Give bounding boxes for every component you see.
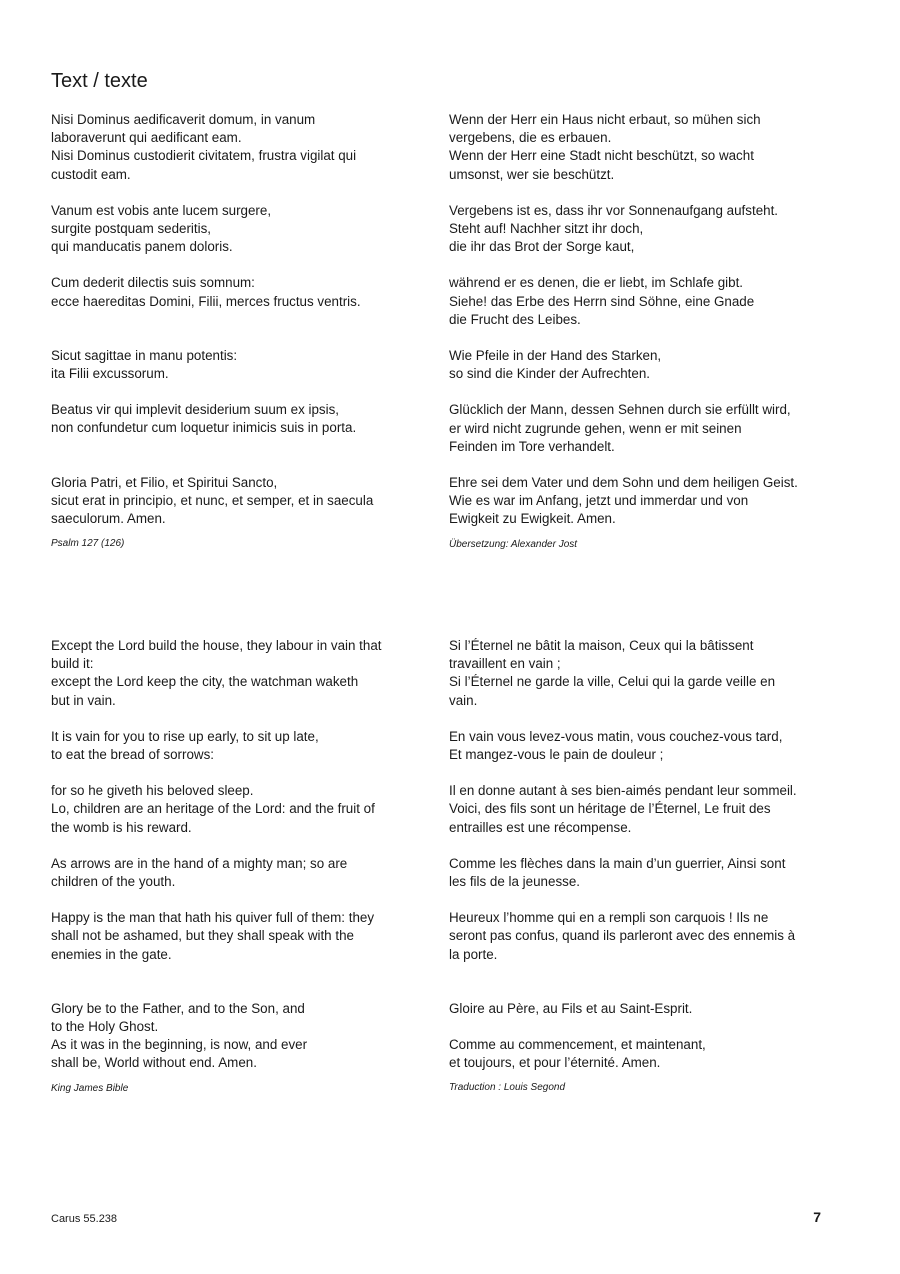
verse-line: for so he giveth his beloved sleep. [51, 783, 254, 799]
verse-paragraph [449, 1000, 829, 1018]
verse-line: laboraverunt qui aedificant eam. [51, 130, 242, 146]
page-title: Text / texte [51, 70, 148, 92]
verse-line: Glory be to the Father, and to the Son, and [51, 1000, 305, 1016]
verse-line: Siehe! das Erbe des Herrn sind Söhne, eine Gnade [449, 293, 755, 309]
verse-paragraph [449, 111, 829, 184]
verse-line: la porte. [449, 946, 498, 962]
source-credit: Traduction : Louis Segond [449, 1082, 566, 1094]
verse-line: et toujours, et pour l’éternité. Amen. [449, 1055, 661, 1071]
french-text-column [449, 637, 829, 1095]
verse-line: entrailles est une récompense. [449, 819, 632, 835]
verse-line: vain. [449, 692, 478, 708]
verse-line: so sind die Kinder der Aufrechten. [449, 366, 650, 382]
verse-paragraph [51, 637, 431, 710]
verse-paragraph [51, 274, 431, 310]
verse-paragraph [449, 401, 829, 456]
verse-line: Wenn der Herr ein Haus nicht erbaut, so mühen sich [449, 112, 761, 127]
verse-line: non confundetur cum loquetur inimicis suis in porta. [51, 420, 357, 436]
verse-line: Happy is the man that hath his quiver full of them: they [51, 910, 375, 926]
verse-paragraph [449, 202, 829, 257]
verse-paragraph [51, 111, 431, 184]
source-credit: King James Bible [51, 1082, 129, 1094]
verse-line: travaillent en vain ; [449, 656, 561, 672]
verse-line: shall be, World without end. Amen. [51, 1055, 257, 1071]
verse-paragraph [449, 347, 829, 383]
verse-paragraph [51, 401, 431, 437]
verse-line: shall not be ashamed, but they shall speak with the [51, 928, 354, 944]
verse-paragraph [51, 347, 431, 383]
verse-line: seront pas confus, quand ils parleront avec des ennemis à [449, 928, 796, 944]
verse-paragraph [449, 909, 829, 964]
verse-paragraph [51, 909, 431, 964]
verse-line: er wird nicht zugrunde gehen, wenn er mit seinen [449, 420, 742, 436]
verse-line: saeculorum. Amen. [51, 511, 166, 527]
verse-paragraph [449, 1036, 829, 1072]
verse-line: to the Holy Ghost. [51, 1019, 159, 1035]
catalog-number: Carus 55.238 [51, 1213, 118, 1225]
verse-line: to eat the bread of sorrows: [51, 747, 215, 763]
verse-paragraph [51, 782, 431, 837]
verse-line: Feinden im Tore verhandelt. [449, 438, 615, 454]
verse-paragraph [51, 855, 431, 891]
verse-paragraph [449, 274, 829, 329]
verse-line: enemies in the gate. [51, 946, 172, 962]
verse-paragraph [51, 1000, 431, 1073]
verse-line: Nisi Dominus aedificaverit domum, in vanum [51, 112, 316, 127]
latin-text-column [51, 111, 431, 551]
verse-line: custodit eam. [51, 166, 131, 182]
verse-line: Comme les flèches dans la main d’un guerrier, Ainsi sont [449, 855, 786, 871]
english-text-column [51, 637, 431, 1096]
verse-line: Lo, children are an heritage of the Lord: and the fruit of [51, 801, 375, 817]
verse-line: ecce haereditas Domini, Filii, merces fructus ventris. [51, 293, 361, 309]
verse-line: sicut erat in principio, et nunc, et semper, et in saecula [51, 492, 374, 508]
verse-line: Et mangez-vous le pain de douleur ; [449, 747, 664, 763]
verse-line: Il en donne autant à ses bien-aimés pendant leur sommeil. [449, 783, 797, 799]
verse-line: It is vain for you to rise up early, to sit up late, [51, 728, 319, 744]
verse-line: Except the Lord build the house, they labour in vain that [51, 638, 382, 653]
verse-line: Wenn der Herr eine Stadt nicht beschützt, so wacht [449, 148, 754, 164]
verse-line: Comme au commencement, et maintenant, [449, 1037, 706, 1053]
verse-line: children of the youth. [51, 874, 176, 890]
verse-paragraph [449, 637, 829, 710]
verse-line: ita Filii excussorum. [51, 366, 169, 382]
verse-paragraph [51, 202, 431, 257]
verse-line: die ihr das Brot der Sorge kaut, [449, 239, 635, 255]
verse-line: Gloria Patri, et Filio, et Spiritui Sancto, [51, 474, 278, 490]
verse-line: Heureux l’homme qui en a rempli son carquois ! Ils ne [449, 910, 769, 926]
verse-paragraph [449, 855, 829, 891]
verse-line: qui manducatis panem doloris. [51, 239, 233, 255]
verse-line: As arrows are in the hand of a mighty man; so are [51, 855, 348, 871]
verse-line: Wie es war im Anfang, jetzt und immerdar und von [449, 493, 749, 509]
verse-line: Nisi Dominus custodierit civitatem, frustra vigilat qui [51, 148, 357, 164]
verse-line: vergebens, die es erbauen. [449, 130, 612, 146]
verse-line: Si l’Éternel ne bâtit la maison, Ceux qui la bâtissent [449, 638, 754, 653]
verse-line: Voici, des fils sont un héritage de l’Éternel, Le fruit des [449, 801, 771, 817]
verse-paragraph [51, 474, 431, 529]
source-credit: Übersetzung: Alexander Jost [449, 538, 578, 550]
german-text-column [449, 111, 829, 552]
verse-line: As it was in the beginning, is now, and ever [51, 1037, 308, 1053]
verse-line: except the Lord keep the city, the watchman waketh [51, 674, 359, 690]
verse-line: die Frucht des Leibes. [449, 311, 581, 327]
verse-paragraph [449, 782, 829, 837]
verse-line: Gloire au Père, au Fils et au Saint-Esprit. [449, 1000, 693, 1016]
verse-line: En vain vous levez-vous matin, vous couchez-vous tard, [449, 728, 783, 744]
verse-line: but in vain. [51, 692, 116, 708]
source-credit: Psalm 127 (126) [51, 538, 125, 550]
verse-line: Wie Pfeile in der Hand des Starken, [449, 348, 662, 364]
verse-line: Glücklich der Mann, dessen Sehnen durch sie erfüllt wird, [449, 402, 791, 418]
verse-paragraph [449, 474, 829, 529]
verse-line: les fils de la jeunesse. [449, 874, 581, 890]
verse-line: the womb is his reward. [51, 819, 192, 835]
verse-paragraph [449, 728, 829, 764]
verse-line: Cum dederit dilectis suis somnum: [51, 275, 255, 291]
verse-line: Vanum est vobis ante lucem surgere, [51, 202, 272, 218]
verse-line: surgite postquam sederitis, [51, 221, 212, 237]
verse-paragraph [51, 728, 431, 764]
verse-line: Ewigkeit zu Ewigkeit. Amen. [449, 511, 616, 527]
verse-line: build it: [51, 656, 94, 672]
verse-line: Beatus vir qui implevit desiderium suum ex ipsis, [51, 402, 340, 418]
verse-line: Si l’Éternel ne garde la ville, Celui qui la garde veille en [449, 674, 776, 690]
verse-line: während er es denen, die er liebt, im Schlafe gibt. [449, 275, 744, 291]
verse-line: Vergebens ist es, dass ihr vor Sonnenaufgang aufsteht. [449, 202, 779, 218]
verse-line: Ehre sei dem Vater und dem Sohn und dem heiligen Geist. [449, 475, 798, 491]
page-number: 7 [813, 1209, 821, 1225]
verse-line: Steht auf! Nachher sitzt ihr doch, [449, 221, 644, 237]
verse-line: Sicut sagittae in manu potentis: [51, 347, 238, 363]
verse-line: umsonst, wer sie beschützt. [449, 166, 615, 182]
